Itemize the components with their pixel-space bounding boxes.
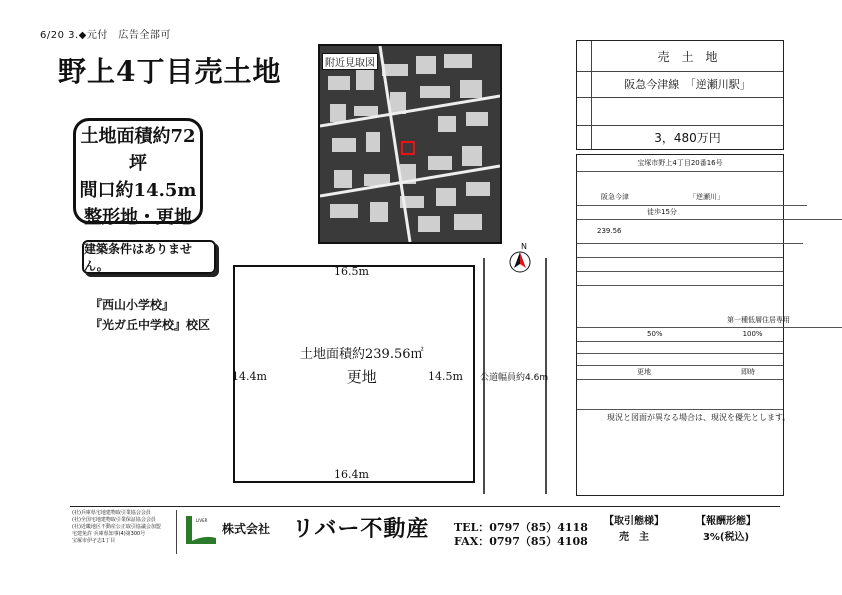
license-line: 宝塚市伊孑志1丁目 [72,538,116,544]
detail-far: 100% [742,330,763,338]
fee-value: 3%(税込) [702,532,750,543]
detail-zoning: 第一種低層住居専用 [577,313,842,328]
plot-area: 土地面積約239.56㎡ [300,347,424,362]
label-blank [577,97,592,125]
feature-frontage: 間口約14.5m [79,180,197,201]
license-line: (社)全国宅地建物取引業保証協会会員 [72,517,156,523]
feature-box [73,118,203,228]
detail-row-c [577,271,783,286]
map-label: 附近見取図 [322,53,378,70]
north-label: N [521,242,527,251]
label-price [577,125,592,149]
plot-top-dim: 16.5m [334,265,369,278]
detail-row-b [577,257,783,272]
plot-status: 更地 [346,368,377,386]
deal-type [604,514,664,546]
detail-coverage: 50% [647,330,663,338]
plot-left-dim: 14.4m [232,370,267,383]
page-title: 野上4丁目売土地 [58,55,282,88]
detail-table [576,154,791,496]
fax-number: FAX：0797（85）4108 [454,535,588,548]
logo-text: LIVER [196,518,208,523]
feature-shape: 整形地・更地 [84,207,192,228]
fee-label: 【報酬形態】 [696,516,756,527]
label-line [577,71,592,97]
school-junior: 『光ガ丘中学校』校区 [90,318,211,332]
license-line: (社)近畿地区不動産公正取引協議会加盟 [72,524,161,530]
detail-access-station: 「逆瀬川」 [689,193,724,201]
license-block [72,510,177,554]
label-type [577,41,592,71]
summary-blank [592,97,783,125]
detail-status-row [577,365,783,380]
road-label: 公道幅員約4.6m [480,373,549,383]
summary-box [576,40,784,150]
location-map [318,44,502,244]
detail-row-f [577,379,783,410]
company-name: リバー不動産 [292,516,430,542]
north-arrow-icon [508,244,532,274]
detail-access [577,189,807,206]
summary-line: 阪急今津線 「逆瀬川駅」 [624,78,751,91]
contact-block [454,521,588,549]
school-elementary: 『西山小学校』 [90,298,175,312]
detail-row-a [577,243,783,258]
deal-label: 【取引態様】 [604,516,664,527]
header-note: 6/20 3.◆元付 広告全部可 [40,30,171,41]
fee-type [696,514,756,546]
plot-bottom-dim: 16.4m [334,468,369,481]
condition-badge: 建築条件はありません。 [82,240,216,274]
detail-walk: 徒歩15分 [577,205,842,220]
deal-value: 売 主 [619,532,649,543]
plot-right-dim: 14.5m [428,370,463,383]
summary-type: 売 土 地 [657,49,718,64]
company-logo [184,514,218,548]
detail-area: 239.56 [577,219,803,244]
license-line: (社)兵庫県宅地建物取引業協会会員 [72,510,151,516]
detail-address: 宝塚市野上4丁目20番16号 [577,155,783,172]
license-line: 宅建免許 兵庫県知事(4)第300号 [72,531,146,537]
plot-area-label [300,344,424,388]
company-prefix: 株式会社 [222,522,271,536]
detail-status: 更地 [637,368,651,376]
tel-number: TEL：0797（85）4118 [454,521,588,534]
feature-area: 土地面積約72坪 [80,126,196,174]
detail-access-line: 阪急今津 [601,193,629,201]
detail-delivery: 即時 [741,368,755,376]
summary-price: 3，480万円 [654,130,721,145]
detail-remark: 現況と図面が異なる場合は、現況を優先とします。 [607,412,791,422]
detail-ratios [577,327,783,342]
